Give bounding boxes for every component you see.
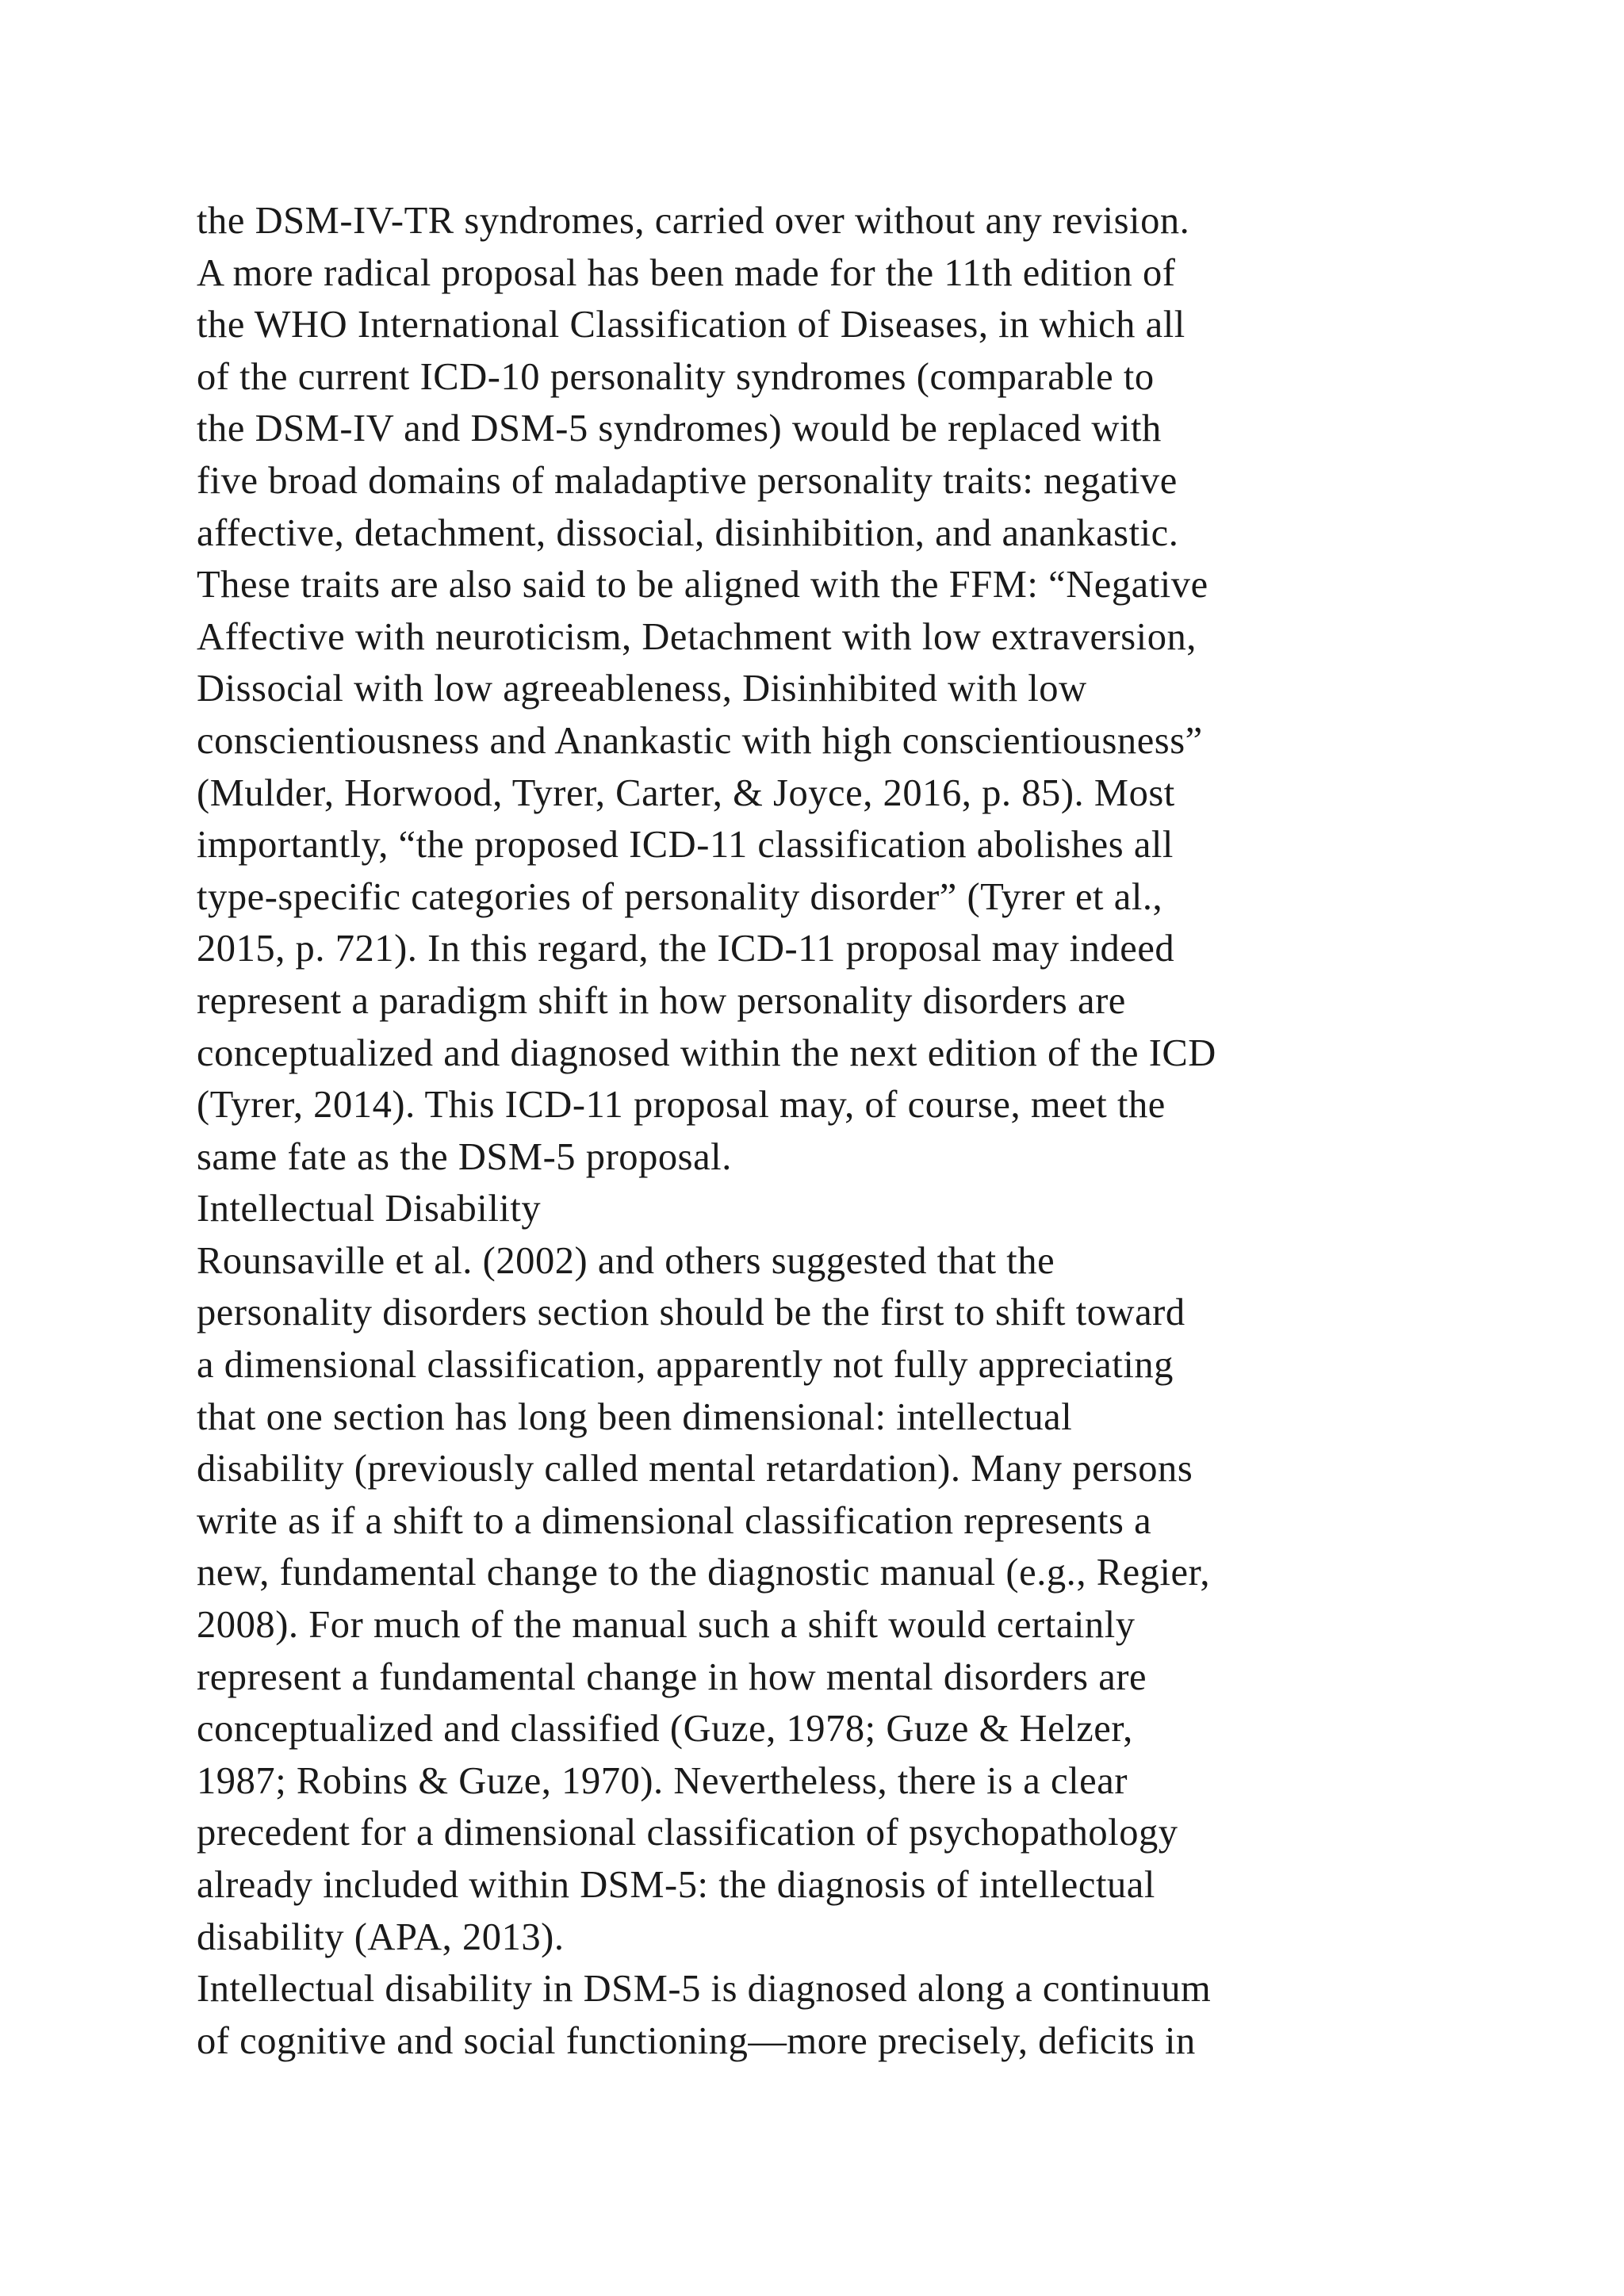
text-line: a dimensional classification, apparently not fully appreciating (197, 1344, 1174, 1387)
text-line: Intellectual disability in DSM-5 is diagnosed along a continuum (197, 1968, 1212, 2011)
text-line: the DSM-IV and DSM-5 syndromes) would be replaced with (197, 408, 1162, 450)
text-line: of the current ICD-10 personality syndromes (comparable to (197, 355, 1155, 398)
text-line: (Tyrer, 2014). This ICD-11 proposal may, of course, meet the (197, 1084, 1166, 1127)
text-line: These traits are also said to be aligned with the FFM: “Negative (197, 564, 1208, 607)
body-text (197, 195, 1561, 2067)
text-line: the WHO International Classification of Diseases, in which all (197, 304, 1185, 346)
text-line: disability (previously called mental retardation). Many persons (197, 1448, 1193, 1490)
text-line: conceptualized and diagnosed within the next edition of the ICD (197, 1031, 1216, 1074)
text-line: type-specific categories of personality disorder” (Tyrer et al., (197, 875, 1163, 918)
text-line: write as if a shift to a dimensional classification represents a (197, 1499, 1152, 1542)
text-line: conscientiousness and Anankastic with high conscientiousness” (197, 719, 1203, 762)
text-line: represent a paradigm shift in how personality disorders are (197, 979, 1126, 1022)
text-line: five broad domains of maladaptive personality traits: negative (197, 459, 1178, 502)
text-line: A more radical proposal has been made for the 11th edition of (197, 251, 1176, 294)
text-line: 2008). For much of the manual such a shift would certainly (197, 1604, 1136, 1647)
text-line: affective, detachment, dissocial, disinhibition, and anankastic. (197, 511, 1179, 554)
text-line: (Mulder, Horwood, Tyrer, Carter, & Joyce, 2016, p. 85). Most (197, 771, 1175, 814)
text-line: precedent for a dimensional classification of psychopathology (197, 1812, 1178, 1854)
text-line: that one section has long been dimensional: intellectual (197, 1395, 1073, 1438)
text-line: new, fundamental change to the diagnostic manual (e.g., Regier, (197, 1552, 1211, 1594)
text-line: Affective with neuroticism, Detachment with low extraversion, (197, 615, 1197, 658)
text-line: same fate as the DSM-5 proposal. (197, 1135, 732, 1178)
text-line: the DSM-IV-TR syndromes, carried over without any revision. (197, 200, 1190, 242)
text-line: personality disorders section should be the first to shift toward (197, 1292, 1185, 1334)
text-line: 2015, p. 721). In this regard, the ICD-11 proposal may indeed (197, 928, 1175, 970)
text-line: represent a fundamental change in how mental disorders are (197, 1655, 1147, 1698)
text-line: Rounsaville et al. (2002) and others suggested that the (197, 1239, 1055, 1282)
text-line: conceptualized and classified (Guze, 1978; Guze & Helzer, (197, 1708, 1133, 1751)
text-line: 1987; Robins & Guze, 1970). Nevertheless, there is a clear (197, 1759, 1128, 1802)
text-line: importantly, “the proposed ICD-11 classification abolishes all (197, 824, 1174, 867)
section-heading: Intellectual Disability (197, 1188, 542, 1230)
text-line: Dissocial with low agreeableness, Disinhibited with low (197, 668, 1087, 710)
text-line: disability (APA, 2013). (197, 1915, 565, 1958)
text-line: already included within DSM-5: the diagnosis of intellectual (197, 1864, 1155, 1906)
text-line: of cognitive and social functioning—more precisely, deficits in (197, 2019, 1196, 2062)
